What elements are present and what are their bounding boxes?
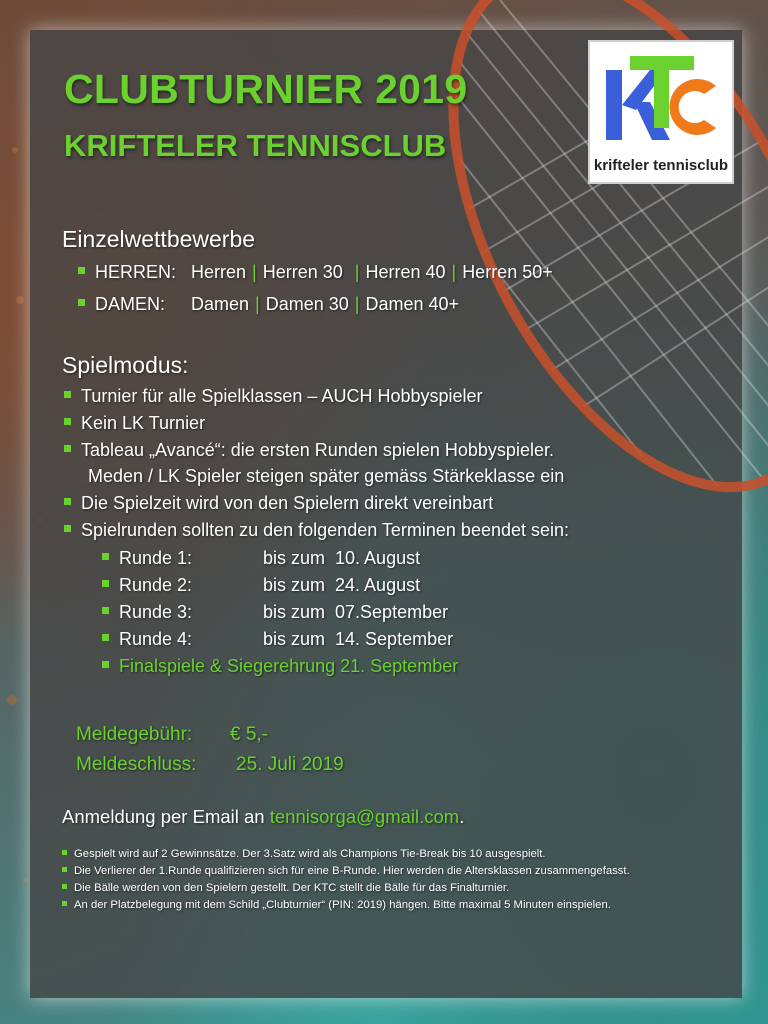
deadline-value: 25. Juli 2019 [236,754,344,775]
registration-line [62,806,464,828]
modus-item-text: Kein LK Turnier [81,413,206,433]
section-heading-einzel: Einzelwettbewerbe [62,226,256,252]
round-label: Runde 1: [119,548,193,568]
bullet-icon [78,299,85,306]
herren-row [78,262,553,283]
bullet-icon [102,607,109,614]
fee-row [76,724,268,746]
ktc-logo [588,40,734,184]
section-heading-spielmodus: Spielmodus: [62,352,189,378]
final-text: Finalspiele & Siegerehrung 21. September [119,656,459,676]
herren-cat: Herren 30 [262,262,343,282]
note-text: Die Bälle werden von den Spielern gestellt. Der KTC stellt die Bälle für das Finalturnier. [74,882,510,894]
ktc-logo-mark [600,50,722,150]
fee-value: € 5,- [230,724,269,745]
fee-label: Meldegebühr: [76,724,193,745]
damen-cat: Damen [191,294,250,314]
round-row [102,602,448,623]
separator: | [354,294,360,314]
bullet-icon [102,553,109,560]
note-text: Gespielt wird auf 2 Gewinnsätze. Der 3.Satz wird als Champions Tie-Break bis 10 ausgespielt. [74,848,546,860]
club-name: KRIFTELER TENNISCLUB [64,128,447,163]
bullet-icon [64,498,71,505]
modus-item-text: Tableau „Avancé“: die ersten Runden spielen Hobbyspieler. [81,440,554,460]
note-text: Die Verlierer der 1.Runde qualifizieren sich für eine B-Runde. Hier werden die Altersklassen zusammengefasst. [74,865,630,877]
modus-item-text: Die Spielzeit wird von den Spielern direkt vereinbart [81,493,494,513]
damen-cat: Damen 30 [265,294,349,314]
bullet-icon [62,901,67,906]
logo-caption: krifteler tennisclub [593,157,729,174]
page-title: CLUBTURNIER 2019 [64,66,468,112]
round-date: bis zum 14. September [263,629,454,649]
deadline-row [76,754,344,776]
registration-email-link[interactable]: tennisorga@gmail.com [269,806,460,827]
bullet-icon [62,850,67,855]
round-date: bis zum 10. August [263,548,421,568]
bullet-icon [64,418,71,425]
registration-end: . [459,806,465,827]
separator: | [451,262,457,282]
separator: | [255,294,260,314]
note-text: An der Platzbelegung mit dem Schild „Clubturnier“ (PIN: 2019) hängen. Bitte maximal 5 Minuten einspielen. [74,899,611,911]
round-date: bis zum 07.September [263,602,449,622]
round-label: Runde 3: [119,602,193,622]
modus-item-text: Turnier für alle Spielklassen – AUCH Hobbyspieler [81,386,483,406]
bullet-icon [62,884,67,889]
modus-item [64,520,569,541]
herren-cat: Herren [191,262,247,282]
deadline-label: Meldeschluss: [76,754,197,775]
damen-cat: Damen 40+ [365,294,460,314]
damen-label: DAMEN: [95,294,166,314]
modus-item-continuation: Meden / LK Spieler steigen später gemäss Stärkeklasse ein [88,466,565,486]
bullet-icon [102,661,109,668]
round-row [102,629,453,650]
bullet-icon [64,445,71,452]
round-label: Runde 4: [119,629,193,649]
modus-item [64,386,483,407]
herren-cat: Herren 40 [365,262,446,282]
modus-item-text: Spielrunden sollten zu den folgenden Terminen beendet sein: [81,520,570,540]
round-label: Runde 2: [119,575,193,595]
bullet-icon [102,580,109,587]
registration-text: Anmeldung per Email an [62,806,270,827]
herren-label: HERREN: [95,262,177,282]
modus-item [64,413,205,434]
round-date: bis zum 24. August [263,575,421,595]
note-item [62,882,509,894]
modus-item [64,493,493,514]
final-row [102,656,458,677]
bullet-icon [102,634,109,641]
note-item [62,848,546,860]
separator: | [354,262,360,282]
note-item [62,899,611,911]
note-item [62,865,630,877]
separator: | [252,262,257,282]
damen-row [78,294,459,315]
bullet-icon [62,867,67,872]
bullet-icon [78,267,85,274]
bullet-icon [64,525,71,532]
round-row [102,575,420,596]
herren-cat: Herren 50+ [462,262,553,282]
round-row [102,548,420,569]
modus-item [64,440,554,461]
bullet-icon [64,391,71,398]
